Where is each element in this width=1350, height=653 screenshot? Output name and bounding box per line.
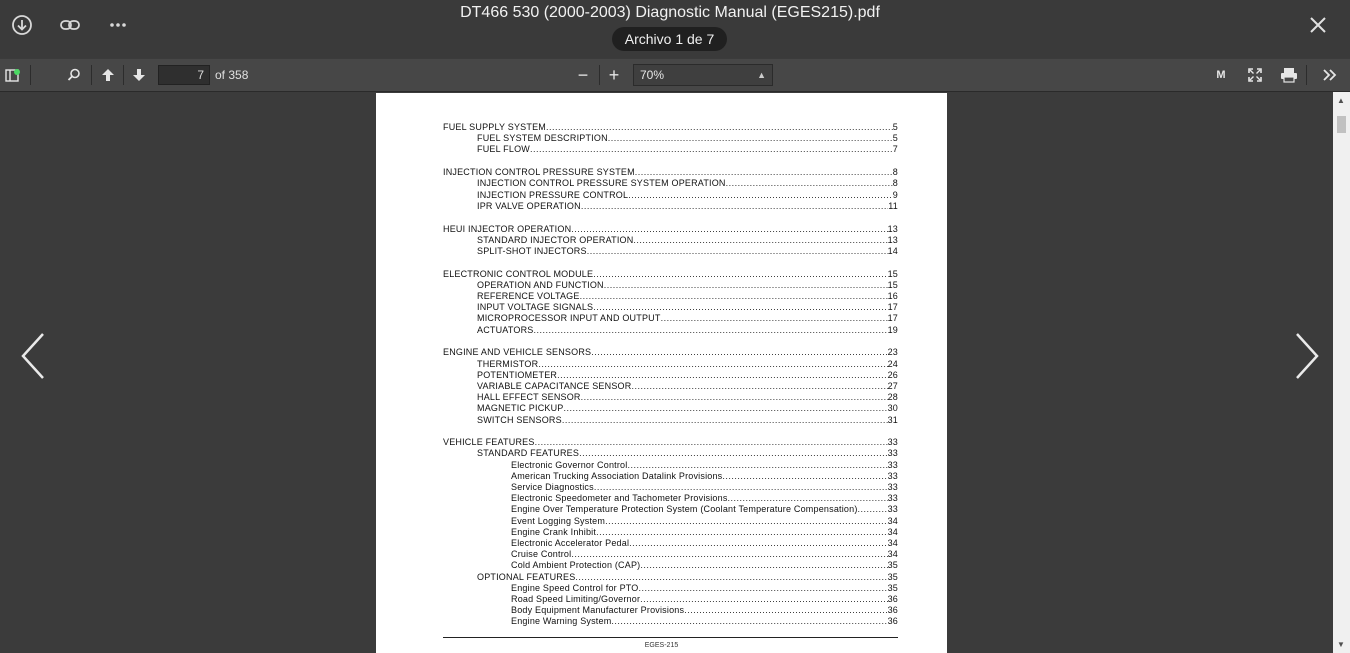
toc-entry-title: HALL EFFECT SENSOR [477, 392, 581, 403]
toc-leader-dots [605, 516, 888, 527]
print-button[interactable] [1277, 64, 1301, 86]
toolbar-separator [91, 65, 92, 85]
chevron-left-icon [16, 330, 50, 382]
print-icon [1280, 67, 1298, 83]
file-counter-badge: Archivo 1 de 7 [612, 27, 727, 51]
zoom-value: 70% [640, 68, 665, 82]
toc-entry [443, 560, 898, 571]
toc-leader-dots [661, 313, 888, 324]
toc-entry-page: 33 [887, 448, 898, 459]
toc-entry-title: OPTIONAL FEATURES [477, 571, 576, 582]
toc-spacer [443, 426, 898, 438]
toc-leader-dots [538, 359, 887, 370]
sidebar-toggle-button[interactable] [0, 64, 24, 86]
toc-entry-title: Engine Warning System [511, 616, 612, 627]
toc-entry-title: VARIABLE CAPACITANCE SENSOR [477, 380, 632, 391]
toc-entry-title: INJECTION CONTROL PRESSURE SYSTEM OPERATION [477, 178, 726, 189]
arrow-down-icon [131, 67, 147, 83]
toc-entry [443, 269, 898, 280]
toc-leader-dots [530, 144, 893, 155]
toc-entry-title: Engine Over Temperature Protection System (Coolant Temperature Compensation) [511, 504, 858, 515]
toc-entry [443, 167, 898, 178]
toc-entry-page: 35 [887, 582, 898, 593]
fullscreen-button[interactable] [1243, 64, 1267, 86]
toc-entry [443, 280, 898, 291]
footer-divider [443, 637, 898, 638]
toc-leader-dots [640, 594, 887, 605]
fullscreen-icon [1247, 67, 1263, 83]
chevron-right-icon [1290, 330, 1324, 382]
toc-entry-title: POTENTIOMETER [477, 369, 558, 380]
toc-entry [443, 291, 898, 302]
toc-entry [443, 235, 898, 246]
toc-entry-title: SWITCH SENSORS [477, 414, 562, 425]
toc-entry-title: INJECTION PRESSURE CONTROL [477, 189, 629, 200]
toc-leader-dots [557, 370, 887, 381]
toc-entry [443, 572, 898, 583]
toc-entry-page: 35 [887, 571, 898, 582]
toc-spacer [443, 212, 898, 224]
toc-entry-page: 24 [887, 358, 898, 369]
toc-entry-title: Cold Ambient Protection (CAP) [511, 560, 641, 571]
toc-entry-title: Road Speed Limiting/Governor [511, 593, 641, 604]
page-count-label: of 358 [215, 68, 249, 82]
toc-leader-dots [604, 280, 888, 291]
toc-entry [443, 605, 898, 616]
toc-entry [443, 325, 898, 336]
double-chevron-right-icon [1322, 67, 1338, 83]
toc-entry [443, 403, 898, 414]
toc-entry [443, 359, 898, 370]
next-file-button[interactable] [1290, 330, 1324, 382]
toc-leader-dots [627, 460, 887, 471]
toc-entry-title: Service Diagnostics [511, 482, 594, 493]
toc-leader-dots [581, 392, 888, 403]
toc-entry [443, 201, 898, 212]
toc-leader-dots [580, 291, 888, 302]
toc-entry-page: 19 [887, 324, 898, 335]
toc-entry-title: IPR VALVE OPERATION [477, 200, 581, 211]
toc-leader-dots [587, 246, 888, 257]
footer-code: EGES-215 [644, 642, 679, 649]
toc-entry-title: Electronic Speedometer and Tachometer Provisions [511, 493, 728, 504]
toc-entry-title: American Trucking Association Datalink Provisions [511, 470, 723, 481]
toc-entry [443, 381, 898, 392]
toc-entry-page: 5 [892, 122, 898, 132]
toc-entry [443, 616, 898, 627]
toc-entry [443, 594, 898, 605]
toc-leader-dots [639, 583, 888, 594]
toc-entry-title: ELECTRONIC CONTROL MODULE [443, 268, 594, 279]
toc-entry-title: HEUI INJECTOR OPERATION [443, 223, 572, 234]
toc-entry [443, 347, 898, 358]
toc-entry-page: 16 [887, 291, 898, 302]
toc-leader-dots [635, 167, 893, 178]
search-icon [66, 67, 82, 83]
zoom-out-button[interactable]: − [577, 64, 589, 85]
toc-entry-page: 34 [887, 537, 898, 548]
toc-entry-title: OPERATION AND FUNCTION [477, 279, 604, 290]
toc-leader-dots [684, 605, 887, 616]
toc-entry [443, 448, 898, 459]
toc-entry-title: Body Equipment Manufacturer Provisions [511, 605, 685, 616]
toc-entry-page: 34 [887, 526, 898, 537]
toc-entry-title: Engine Crank Inhibit [511, 526, 597, 537]
toc-entry-page: 33 [887, 504, 898, 515]
toc-entry [443, 392, 898, 403]
toc-leader-dots [628, 190, 893, 201]
select-arrows-icon: ▲ [757, 70, 766, 80]
toc-entry-page: 8 [892, 178, 898, 189]
toc-leader-dots [594, 482, 888, 493]
toc-entry-page: 26 [887, 369, 898, 380]
toc-entry [443, 516, 898, 527]
toc-entry-page: 15 [887, 268, 898, 279]
vertical-scrollbar[interactable] [1333, 92, 1350, 653]
toc-entry-page: 33 [887, 459, 898, 470]
toc-leader-dots [593, 269, 887, 280]
toc-entry [443, 583, 898, 594]
toc-leader-dots [562, 415, 888, 426]
previous-page-button[interactable] [96, 64, 120, 86]
toc-entry-title: Cruise Control [511, 549, 572, 560]
toc-entry-title: Engine Speed Control for PTO [511, 582, 639, 593]
toc-entry-page: 34 [887, 549, 898, 560]
pdf-page [376, 93, 947, 653]
toc-spacer [443, 336, 898, 348]
toolbar-separator [123, 65, 124, 85]
toc-leader-dots [575, 572, 887, 583]
toc-entry-title: FUEL FLOW [477, 144, 530, 155]
scrollbar-thumb[interactable] [1337, 116, 1346, 133]
toc-entry-page: 36 [887, 605, 898, 616]
toc-entry-title: FUEL SYSTEM DESCRIPTION [477, 133, 608, 144]
toc-entry-page: 31 [887, 414, 898, 425]
toc-leader-dots [593, 302, 887, 313]
toc-entry [443, 493, 898, 504]
toc-entry-title: SPLIT-SHOT INJECTORS [477, 245, 587, 256]
toc-entry-page: 23 [887, 347, 898, 358]
toc-entry-page: 17 [887, 302, 898, 313]
document-title: DT466 530 (2000-2003) Diagnostic Manual (EGES215).pdf [460, 4, 880, 21]
toc-leader-dots [633, 235, 887, 246]
pdf-toolbar [0, 59, 1350, 92]
toc-entry-page: 33 [887, 470, 898, 481]
toc-entry-page: 14 [887, 245, 898, 256]
toc-leader-dots [726, 178, 893, 189]
toc-leader-dots [564, 403, 888, 414]
toc-entry-title: Electronic Accelerator Pedal [511, 537, 630, 548]
toc-entry-title: MICROPROCESSOR INPUT AND OUTPUT [477, 313, 661, 324]
tools-button[interactable] [1318, 64, 1342, 86]
toc-entry-page: 36 [887, 593, 898, 604]
toc-entry-page: 35 [887, 560, 898, 571]
toc-entry-page: 13 [887, 223, 898, 234]
toc-spacer [443, 156, 898, 168]
toc-entry-title: Electronic Governor Control [511, 459, 628, 470]
toc-entry [443, 471, 898, 482]
viewer-header [0, 0, 1350, 58]
notification-dot [14, 69, 20, 75]
toc-entry [443, 313, 898, 324]
toc-entry-page: 30 [887, 403, 898, 414]
toc-leader-dots [571, 224, 887, 235]
scroll-down-icon[interactable]: ▼ [1337, 640, 1345, 649]
toolbar-separator [1306, 65, 1307, 85]
toc-leader-dots [728, 493, 888, 504]
toc-entry [443, 133, 898, 144]
presentation-mode-button[interactable]: M [1216, 69, 1226, 81]
toc-entry-title: FUEL SUPPLY SYSTEM [443, 122, 546, 132]
toc-entry-page: 36 [887, 616, 898, 627]
toc-leader-dots [596, 527, 888, 538]
toc-entry [443, 144, 898, 155]
toc-leader-dots [581, 201, 888, 212]
toc-entry-title: REFERENCE VOLTAGE [477, 291, 580, 302]
toc-leader-dots [608, 133, 893, 144]
toc-entry [443, 302, 898, 313]
toc-entry [443, 504, 898, 515]
next-page-button[interactable] [127, 64, 151, 86]
toc-entry-title: VEHICLE FEATURES [443, 437, 535, 448]
toc-leader-dots [640, 560, 887, 571]
toc-leader-dots [591, 347, 887, 358]
toc-entry-title: STANDARD FEATURES [477, 448, 580, 459]
toc-entry-page: 28 [887, 392, 898, 403]
toc-entry [443, 482, 898, 493]
toc-entry [443, 178, 898, 189]
close-icon [1308, 15, 1328, 35]
toc-spacer [443, 257, 898, 269]
zoom-select[interactable] [633, 64, 773, 86]
toc-leader-dots [546, 122, 893, 133]
scroll-up-icon[interactable]: ▲ [1337, 96, 1345, 105]
toc-leader-dots [571, 549, 887, 560]
toc-entry-page: 33 [887, 437, 898, 448]
toc-entry-title: ENGINE AND VEHICLE SENSORS [443, 347, 592, 358]
toc-entry-title: THERMISTOR [477, 358, 539, 369]
toc-entry-page: 7 [892, 144, 898, 155]
find-button[interactable] [62, 64, 86, 86]
toc-entry-page: 11 [888, 200, 898, 211]
toc-entry [443, 538, 898, 549]
toc-leader-dots [535, 437, 888, 448]
toc-leader-dots [611, 616, 887, 627]
toolbar-separator [30, 65, 31, 85]
toc-entry [443, 460, 898, 471]
toc-entry-page: 9 [892, 189, 898, 200]
table-of-contents [443, 122, 898, 627]
toc-entry [443, 190, 898, 201]
toc-entry-page: 17 [887, 313, 898, 324]
toc-entry-page: 5 [892, 133, 898, 144]
toc-entry-page: 33 [887, 482, 898, 493]
toc-entry-page: 33 [887, 493, 898, 504]
toc-entry-title: STANDARD INJECTOR OPERATION [477, 234, 634, 245]
toc-entry-page: 13 [887, 234, 898, 245]
toc-entry-page: 34 [887, 515, 898, 526]
toc-entry-page: 15 [887, 279, 898, 290]
toc-leader-dots [629, 538, 887, 549]
toc-leader-dots [579, 448, 888, 459]
toc-entry-page: 27 [887, 380, 898, 391]
toc-leader-dots [722, 471, 887, 482]
toc-leader-dots [533, 325, 887, 336]
toc-entry [443, 437, 898, 448]
zoom-in-button[interactable]: + [608, 64, 620, 85]
arrow-up-icon [100, 67, 116, 83]
close-button[interactable] [1305, 12, 1331, 38]
toc-entry [443, 246, 898, 257]
toc-entry-title: INPUT VOLTAGE SIGNALS [477, 302, 594, 313]
toc-entry-title: MAGNETIC PICKUP [477, 403, 564, 414]
toolbar-separator [599, 65, 600, 85]
document-viewer[interactable] [0, 92, 1333, 653]
toc-entry [443, 122, 898, 133]
toc-entry [443, 527, 898, 538]
toc-entry-title: Event Logging System [511, 515, 606, 526]
page-number-input[interactable] [158, 65, 210, 85]
toc-leader-dots [858, 504, 888, 515]
toc-entry [443, 549, 898, 560]
previous-file-button[interactable] [16, 330, 50, 382]
toc-leader-dots [631, 381, 887, 392]
toc-entry [443, 415, 898, 426]
toc-entry-title: ACTUATORS [477, 324, 534, 335]
toc-entry-page: 8 [892, 167, 898, 178]
toc-entry [443, 224, 898, 235]
toc-entry-title: INJECTION CONTROL PRESSURE SYSTEM [443, 167, 635, 178]
toc-entry [443, 370, 898, 381]
